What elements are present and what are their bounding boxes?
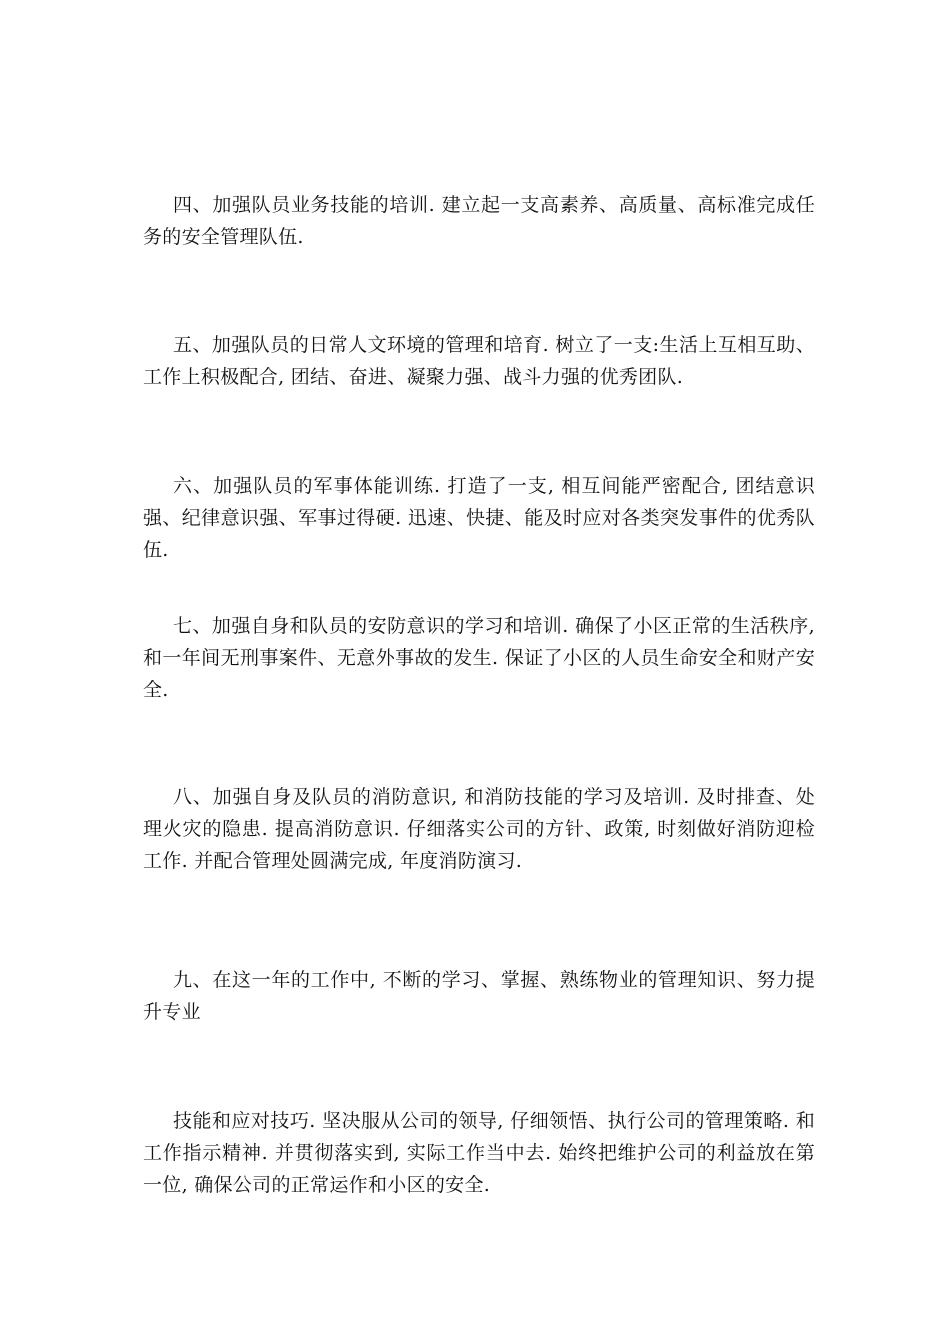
paragraph-8: 八、加强自身及队员的消防意识, 和消防技能的学习及培训. 及时排查、处理火灾的隐患. 提高消防意识. 仔细落实公司的方针、政策, 时刻做好消防迎检工作. 并配合管理处圆满完成, 年度消防演习. bbox=[143, 786, 815, 872]
paragraph-4: 四、加强队员业务技能的培训. 建立起一支高素养、高质量、高标准完成任务的安全管理队伍. bbox=[143, 194, 815, 248]
paragraph-5: 五、加强队员的日常人文环境的管理和培育. 树立了一支:生活上互相互助、工作上积极配合, 团结、奋进、凝聚力强、战斗力强的优秀团队. bbox=[143, 334, 815, 388]
paragraph-9: 九、在这一年的工作中, 不断的学习、掌握、熟练物业的管理知识、努力提升专业 bbox=[143, 969, 815, 1023]
paragraph-7: 七、加强自身和队员的安防意识的学习和培训. 确保了小区正常的生活秩序, 和一年间无刑事案件、无意外事故的发生. 保证了小区的人员生命安全和财产安全. bbox=[143, 615, 815, 701]
paragraph-9-continued: 技能和应对技巧. 坚决服从公司的领导, 仔细领悟、执行公司的管理策略. 和工作指示精神. 并贯彻落实到, 实际工作当中去. 始终把维护公司的利益放在第一位, 确保公司的正常运作和小区的安全. bbox=[143, 1110, 815, 1196]
paragraph-6: 六、加强队员的军事体能训练. 打造了一支, 相互间能严密配合, 团结意识强、纪律意识强、军事过得硬. 迅速、快捷、能及时应对各类突发事件的优秀队伍. bbox=[143, 475, 815, 561]
